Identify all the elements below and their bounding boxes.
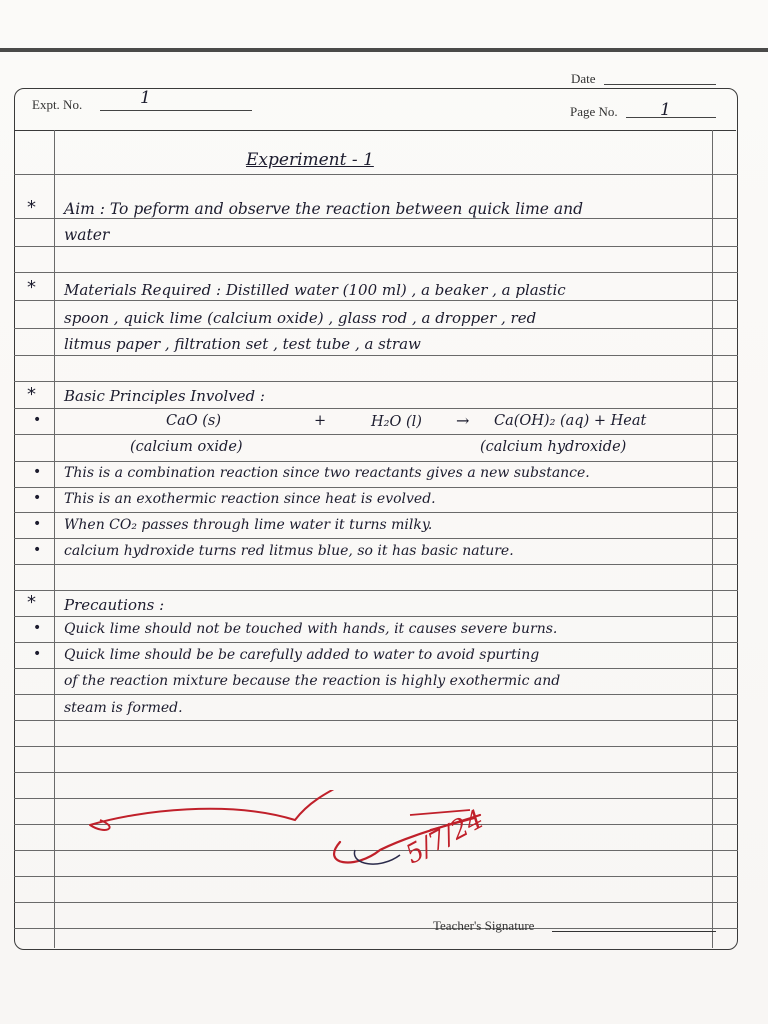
rule-line — [14, 642, 738, 643]
rule-line — [14, 616, 738, 617]
principle-point-1: This is a combination reaction since two reactants gives a new substance. — [64, 465, 590, 481]
page-top-edge — [0, 48, 768, 52]
teacher-signature-mark — [80, 790, 560, 900]
equation-product-name: (calcium hydroxide) — [480, 439, 627, 455]
margin-line — [54, 130, 55, 948]
precautions-marker: * — [27, 592, 36, 613]
equation-reactant-1: CaO (s) — [166, 413, 221, 429]
rule-line — [14, 512, 738, 513]
expt-no-label: Expt. No. — [32, 97, 83, 112]
rule-line — [14, 928, 738, 929]
rule-line — [14, 668, 738, 669]
rule-line — [14, 355, 738, 356]
principles-heading: Basic Principles Involved : — [64, 387, 265, 405]
page-title: Experiment - 1 — [246, 150, 374, 170]
teacher-signature-line — [552, 931, 716, 932]
bullet: • — [33, 516, 42, 532]
bullet: • — [33, 464, 42, 480]
margin-line — [712, 130, 713, 948]
precaution-point-2-line-2: of the reaction mixture because the reaction is highly exothermic and — [64, 673, 561, 689]
header-box — [14, 88, 736, 131]
rule-line — [14, 720, 738, 721]
equation-reactant-2: H₂O (l) — [371, 414, 422, 430]
principles-marker: * — [27, 384, 36, 405]
page-no-label: Page No. — [570, 104, 618, 119]
rule-line — [14, 381, 738, 382]
rule-line — [14, 772, 738, 773]
equation-reactant-1-name: (calcium oxide) — [130, 439, 243, 455]
aim-marker: * — [27, 197, 36, 218]
rule-line — [14, 461, 738, 462]
page-no-value: 1 — [660, 100, 671, 120]
bullet: • — [33, 620, 42, 636]
principle-point-3: When CO₂ passes through lime water it turns milky. — [64, 517, 433, 533]
rule-line — [14, 590, 738, 591]
equation-product: Ca(OH)₂ (aq) + Heat — [494, 413, 647, 429]
bullet: • — [33, 412, 42, 428]
rule-line — [14, 272, 738, 273]
precautions-heading: Precautions : — [64, 596, 165, 614]
signature-date: 5/7/24 — [400, 804, 489, 871]
rule-line — [14, 746, 738, 747]
bullet: • — [33, 490, 42, 506]
principle-point-2: This is an exothermic reaction since heat is evolved. — [64, 491, 436, 507]
bullet: • — [33, 646, 42, 662]
rule-line — [14, 218, 738, 219]
principle-point-4: calcium hydroxide turns red litmus blue, so it has basic nature. — [64, 543, 514, 559]
materials-line-3: litmus paper , filtration set , test tube , a straw — [64, 335, 421, 353]
materials-marker: * — [27, 277, 36, 298]
precaution-point-2-line-3: steam is formed. — [64, 700, 183, 716]
expt-no-value: 1 — [140, 88, 151, 108]
materials-line-2: spoon , quick lime (calcium oxide) , glass rod , a dropper , red — [64, 309, 537, 327]
teacher-signature-label: Teacher's Signature — [433, 918, 535, 933]
precaution-point-1: Quick lime should not be touched with hands, it causes severe burns. — [64, 621, 558, 637]
rule-line — [14, 694, 738, 695]
rule-line — [14, 487, 738, 488]
rule-line — [14, 902, 738, 903]
materials-line-1: Materials Required : Distilled water (100 ml) , a beaker , a plastic — [64, 281, 566, 299]
rule-line — [14, 408, 738, 409]
equation-plus: + — [314, 413, 327, 429]
rule-line — [14, 174, 738, 175]
rule-line — [14, 328, 738, 329]
rule-line — [14, 564, 738, 565]
rule-line — [14, 246, 738, 247]
rule-line — [14, 538, 738, 539]
aim-line-1: Aim : To peform and observe the reaction between quick lime and — [64, 200, 584, 218]
date-label: Date — [571, 71, 596, 86]
equation-arrow: → — [456, 411, 470, 430]
precaution-point-2-line-1: Quick lime should be be carefully added to water to avoid spurting — [64, 647, 540, 663]
rule-line — [14, 434, 738, 435]
rule-line — [14, 300, 738, 301]
bullet: • — [33, 542, 42, 558]
date-fill-line — [604, 84, 716, 85]
aim-line-2: water — [64, 226, 110, 244]
